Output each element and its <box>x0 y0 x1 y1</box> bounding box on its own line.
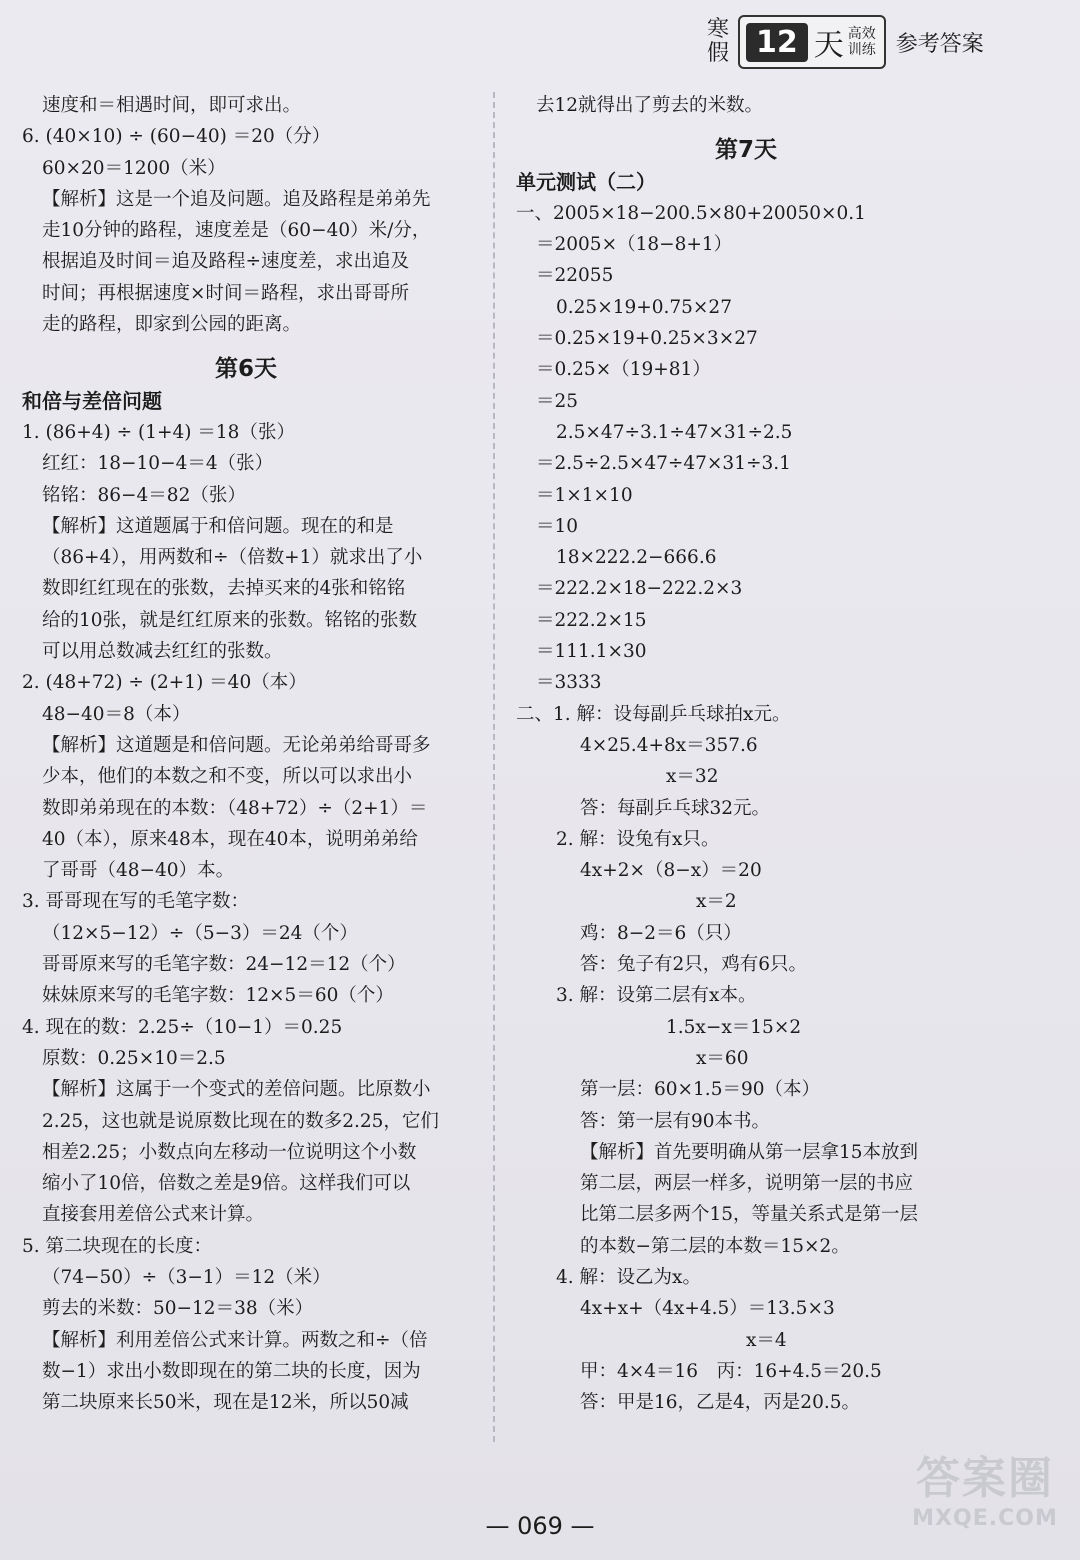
text-line: 第二层，两层一样多，说明第一层的书应 <box>580 1173 914 1195</box>
section-subtitle: 和倍与差倍问题 <box>22 388 162 413</box>
text-line: 【解析】这道题是和倍问题。无论弟弟给哥哥多 <box>42 734 431 756</box>
text-line: 答：第一层有90本书。 <box>580 1110 771 1132</box>
text-line: x＝60 <box>696 1047 749 1069</box>
header-answers: 参考答案 <box>895 31 984 57</box>
text-line: 第一层：60×1.5＝90（本） <box>580 1079 821 1101</box>
text-line: 【解析】这属于一个变式的差倍问题。比原数小 <box>42 1079 431 1101</box>
text-line: 给的10张，就是红红原来的张数。铭铭的张数 <box>42 609 418 631</box>
text-line: 4×25.4+8x＝357.6 <box>580 734 758 756</box>
text-line: 答：每副乒乓球32元。 <box>580 797 771 819</box>
text-line: ＝10 <box>536 515 579 537</box>
text-line: 时间；再根据速度×时间＝路程，求出哥哥所 <box>42 282 410 304</box>
text-line: 2. 解：设兔有x只。 <box>556 828 720 850</box>
header-tian: 天 <box>813 28 844 63</box>
text-line: 0.25×19+0.75×27 <box>556 296 732 318</box>
text-line: 48−40＝8（本） <box>42 703 191 725</box>
text-line: ＝25 <box>536 390 579 412</box>
text-line: 数−1）求出小数即现在的第二块的长度，因为 <box>42 1360 421 1382</box>
text-line: 【解析】这道题属于和倍问题。现在的和是 <box>42 515 394 537</box>
text-line: 原数：0.25×10＝2.5 <box>42 1047 226 1069</box>
text-line: 4. 解：设乙为x。 <box>556 1266 701 1288</box>
text-line: ＝222.2×18−222.2×3 <box>536 578 743 600</box>
watermark-top: 答案圈 <box>916 1453 1054 1504</box>
text-line: 【解析】首先要明确从第一层拿15本放到 <box>580 1141 919 1163</box>
text-line: 妹妹原来写的毛笔字数：12×5＝60（个） <box>42 985 394 1007</box>
text-line: ＝1×1×10 <box>536 484 633 506</box>
text-line: ＝22055 <box>536 265 614 287</box>
watermark-logo <box>900 1442 1070 1552</box>
text-line: 铭铭：86−4＝82（张） <box>42 484 246 506</box>
text-line: ＝0.25×（19+81） <box>536 359 711 381</box>
text-line: 4x+2×（8−x）＝20 <box>580 860 762 882</box>
text-line: 6. (40×10) ÷ (60−40) ＝20（分） <box>22 126 331 148</box>
page-header <box>706 14 984 70</box>
text-line: 40（本），原来48本，现在40本，说明弟弟给 <box>42 828 418 850</box>
text-line: 比第二层多两个15，等量关系式是第一层 <box>580 1204 919 1226</box>
text-line: 鸡：8−2＝6（只） <box>580 922 742 944</box>
watermark-bottom: MXQE.COM <box>912 1506 1058 1531</box>
text-line: 数即红红现在的张数，去掉买来的4张和铭铭 <box>42 578 406 600</box>
section-subtitle: 单元测试（二） <box>516 169 656 194</box>
text-line: 走的路程，即家到公园的距离。 <box>42 314 302 336</box>
text-line: （12×5−12）÷（5−3）＝24（个） <box>42 922 358 944</box>
text-line: 二、1. 解：设每副乒乓球拍x元。 <box>516 703 791 725</box>
text-line: 18×222.2−666.6 <box>556 547 717 569</box>
section-title-day6: 第6天 <box>214 356 277 383</box>
text-line: 走10分钟的路程，速度差是（60−40）米/分， <box>42 220 431 242</box>
text-line: x＝2 <box>696 891 737 913</box>
right-column <box>516 90 976 1418</box>
text-line: 数即弟弟现在的本数：（48+72）÷（2+1）＝ <box>42 797 428 819</box>
text-line: 4. 现在的数：2.25÷（10−1）＝0.25 <box>22 1016 343 1038</box>
text-line: 【解析】这是一个追及问题。追及路程是弟弟先 <box>42 188 431 210</box>
text-line: 剪去的米数：50−12＝38（米） <box>42 1298 314 1320</box>
text-line: 哥哥原来写的毛笔字数：24−12＝12（个） <box>42 954 406 976</box>
text-line: 4x+x+（4x+4.5）＝13.5×3 <box>580 1298 835 1320</box>
text-line: 速度和＝相遇时间，即可求出。 <box>42 95 302 116</box>
text-line: 2. (48+72) ÷ (2+1) ＝40（本） <box>22 672 307 694</box>
text-line: 答：兔子有2只，鸡有6只。 <box>580 954 808 976</box>
header-efficient: 高效训练 <box>847 26 876 58</box>
text-line: x＝32 <box>666 766 719 788</box>
header-badge <box>738 15 886 69</box>
text-line: 了哥哥（48−40）本。 <box>42 860 235 882</box>
text-line: 1. (86+4) ÷ (1+4) ＝18（张） <box>22 421 295 443</box>
text-line: 根据追及时间＝追及路程÷速度差，求出追及 <box>42 251 410 273</box>
text-line: ＝3333 <box>536 672 602 694</box>
text-line: 缩小了10倍，倍数之差是9倍。这样我们可以 <box>42 1173 411 1195</box>
text-line: 【解析】利用差倍公式来计算。两数之和÷（倍 <box>42 1329 428 1351</box>
text-line: 可以用总数减去红红的张数。 <box>42 641 283 663</box>
text-line: ＝0.25×19+0.25×3×27 <box>536 328 758 350</box>
column-divider <box>493 92 495 1442</box>
text-line: 3. 哥哥现在写的毛笔字数： <box>22 891 250 913</box>
text-line: 5. 第二块现在的长度： <box>22 1235 213 1257</box>
text-line: 3. 解：设第二层有x本。 <box>556 985 757 1007</box>
text-line: 红红：18−10−4＝4（张） <box>42 453 274 475</box>
text-line: 2.25，这也就是说原数比现在的数多2.25，它们 <box>42 1110 439 1132</box>
text-line: （74−50）÷（3−1）＝12（米） <box>42 1266 331 1288</box>
text-line: 去12就得出了剪去的米数。 <box>536 95 764 116</box>
text-line: 60×20＝1200（米） <box>42 157 226 179</box>
text-line: 的本数−第二层的本数＝15×2。 <box>580 1235 850 1257</box>
text-line: 一、2005×18−200.5×80+20050×0.1 <box>516 202 866 224</box>
text-line: 第二块原来长50米，现在是12米，所以50减 <box>42 1392 409 1414</box>
header-han-jia: 寒假 <box>706 17 729 66</box>
section-title-day7: 第7天 <box>714 137 777 164</box>
text-line: ＝111.1×30 <box>536 641 647 663</box>
left-column <box>22 90 470 1418</box>
page-number: — 069 — <box>485 1512 595 1540</box>
text-line: 相差2.25；小数点向左移动一位说明这个小数 <box>42 1141 417 1163</box>
text-line: x＝4 <box>746 1329 787 1351</box>
header-number: 12 <box>746 23 808 62</box>
text-line: 2.5×47÷3.1÷47×31÷2.5 <box>556 421 793 443</box>
text-line: 直接套用差倍公式来计算。 <box>42 1204 265 1226</box>
text-line: ＝2005×（18−8+1） <box>536 234 733 256</box>
text-line: （86+4），用两数和÷（倍数+1）就求出了小 <box>42 547 423 569</box>
text-line: 1.5x−x＝15×2 <box>666 1016 802 1038</box>
text-line: 甲：4×4＝16 丙：16+4.5＝20.5 <box>580 1360 882 1382</box>
text-line: ＝2.5÷2.5×47÷47×31÷3.1 <box>536 453 791 475</box>
text-line: 答：甲是16，乙是4，丙是20.5。 <box>580 1392 861 1414</box>
text-line: 少本，他们的本数之和不变，所以可以求出小 <box>42 766 413 788</box>
text-line: ＝222.2×15 <box>536 609 647 631</box>
